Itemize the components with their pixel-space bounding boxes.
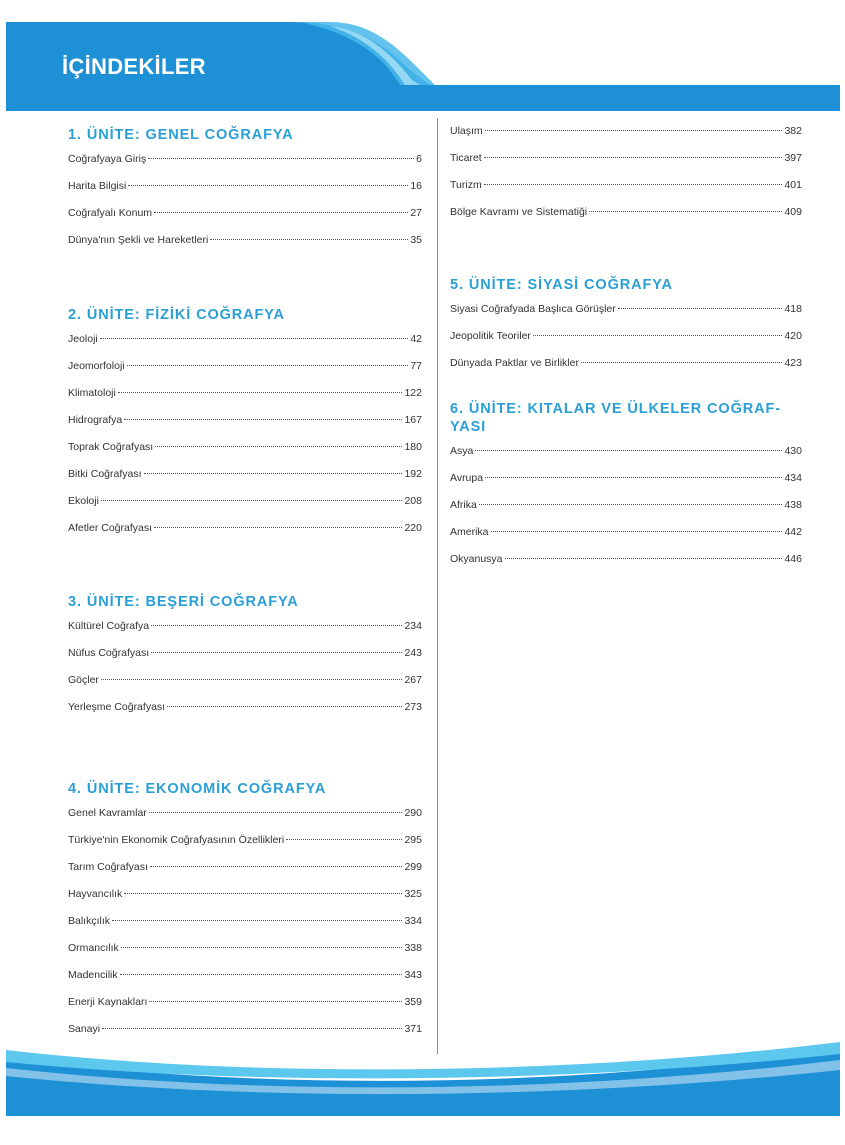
toc-entry[interactable] [68,234,422,261]
toc-entry-page: 442 [784,526,802,538]
toc-entry[interactable] [68,861,422,888]
toc-entry-label: Turizm [450,179,482,191]
dot-leader [484,157,783,158]
toc-entry[interactable] [450,330,802,357]
dot-leader [485,130,783,131]
toc-entry-label: Asya [450,445,474,457]
dot-leader [101,500,403,501]
toc-entry-label: Afrika [450,499,477,511]
toc-list [450,125,802,233]
toc-entry[interactable] [450,499,802,526]
toc-entry-page: 208 [404,495,422,507]
toc-entry-page: 382 [784,125,802,137]
dot-leader [150,866,403,867]
toc-entry-page: 418 [784,303,802,315]
toc-entry-label: Ormancılık [68,942,119,954]
toc-entry[interactable] [68,888,422,915]
dot-leader [112,920,402,921]
unit-section-3 [68,593,422,728]
toc-entry-page: 180 [404,441,422,453]
toc-entry-page: 434 [784,472,802,484]
toc-entry-page: 220 [404,522,422,534]
toc-entry-page: 234 [404,620,422,632]
toc-entry-label: Genel Kavramlar [68,807,147,819]
toc-entry-page: 325 [404,888,422,900]
toc-entry-page: 6 [416,153,422,165]
toc-entry-label: Afetler Coğrafyası [68,522,153,534]
toc-entry[interactable] [68,701,422,728]
toc-entry-label: Okyanusya [450,553,503,565]
toc-entry-label: Avrupa [450,472,484,484]
dot-leader [128,185,408,186]
toc-entry-page: 27 [410,207,422,219]
toc-entry-label: Siyasi Coğrafyada Başlıca Görüşler [450,303,616,315]
toc-entry-page: 334 [404,915,422,927]
toc-entry[interactable] [68,969,422,996]
toc-entry[interactable] [68,647,422,674]
toc-entry-page: 122 [404,387,422,399]
unit-title: 3. ÜNİTE: BEŞERİ COĞRAFYA [68,594,299,610]
toc-entry[interactable] [68,387,422,414]
toc-entry-page: 295 [404,834,422,846]
header-banner [0,0,845,120]
unit-title: 5. ÜNİTE: SİYASİ COĞRAFYA [450,277,673,293]
toc-list [68,333,422,549]
toc-entry-page: 35 [410,234,422,246]
dot-leader [491,531,783,532]
toc-entry-label: Jeoloji [68,333,98,345]
dot-leader [118,392,403,393]
toc-entry-label: Göçler [68,674,99,686]
dot-leader [101,679,403,680]
toc-entry-page: 359 [404,996,422,1008]
toc-entry-label: Klimatoloji [68,387,116,399]
toc-entry-label: Coğrafyaya Giriş [68,153,147,165]
toc-entry-page: 290 [404,807,422,819]
toc-entry[interactable] [450,526,802,553]
dot-leader [154,212,408,213]
toc-entry-page: 423 [784,357,802,369]
footer-wave-banner [0,1040,845,1140]
unit-section-4-continued [450,125,802,233]
footer-wave-graphic [0,1040,845,1140]
toc-entry[interactable] [68,441,422,468]
dot-leader [120,974,403,975]
toc-entry-label: Kültürel Coğrafya [68,620,150,632]
toc-entry-label: Toprak Coğrafyası [68,441,154,453]
toc-entry-label: Tarım Coğrafyası [68,861,148,873]
toc-entry-page: 77 [410,360,422,372]
dot-leader [124,419,402,420]
unit-section-6 [450,400,802,580]
toc-entry-page: 401 [784,179,802,191]
toc-entry-label: Nüfus Coğrafyası [68,647,150,659]
toc-list [68,807,422,1050]
toc-entry-label: Yerleşme Coğrafyası [68,701,166,713]
toc-entry-label: Ticaret [450,152,482,164]
toc-entry[interactable] [450,303,802,330]
toc-entry[interactable] [450,357,802,384]
dot-leader [151,652,402,653]
toc-entry[interactable] [68,674,422,701]
unit-section-4 [68,780,422,1050]
toc-entry-label: Bitki Coğrafyası [68,468,142,480]
toc-entry[interactable] [68,522,422,549]
toc-entry-page: 42 [410,333,422,345]
toc-entry[interactable] [68,153,422,180]
dot-leader [167,706,402,707]
toc-entry[interactable] [68,333,422,360]
toc-entry[interactable] [68,180,422,207]
toc-entry[interactable] [450,125,802,152]
toc-entry-page: 167 [404,414,422,426]
dot-leader [124,893,402,894]
toc-entry-page: 267 [404,674,422,686]
toc-entry-label: Ulaşım [450,125,483,137]
toc-entry[interactable] [68,807,422,834]
toc-entry-label: Ekoloji [68,495,99,507]
toc-entry[interactable] [68,495,422,522]
toc-entry[interactable] [68,468,422,495]
toc-entry[interactable] [450,179,802,206]
toc-list [68,153,422,261]
dot-leader [121,947,403,948]
toc-entry-page: 338 [404,942,422,954]
toc-entry[interactable] [68,360,422,387]
toc-entry-label: Jeomorfoloji [68,360,125,372]
toc-entry[interactable] [450,206,802,233]
unit-section-2 [68,306,422,549]
toc-entry[interactable] [68,620,422,647]
toc-entry[interactable] [68,414,422,441]
toc-entry-label: Hayvancılık [68,888,123,900]
toc-list [450,445,802,580]
dot-leader [151,625,402,626]
toc-entry[interactable] [450,445,802,472]
dot-leader [505,558,783,559]
toc-list [68,620,422,728]
toc-entry-page: 273 [404,701,422,713]
toc-entry-label: Balıkçılık [68,915,111,927]
toc-entry[interactable] [450,152,802,179]
toc-entry-page: 430 [784,445,802,457]
toc-entry-label: Enerji Kaynakları [68,996,148,1008]
column-divider [437,118,438,1054]
page-title: İÇİNDEKİLER [62,54,206,79]
toc-entry-page: 397 [784,152,802,164]
toc-entry[interactable] [68,915,422,942]
dot-leader [127,365,409,366]
toc-entry-page: 371 [404,1023,422,1035]
toc-entry-label: Bölge Kavramı ve Sistematiği [450,206,588,218]
toc-entry-label: Dünyada Paktlar ve Birlikler [450,357,579,369]
toc-entry[interactable] [68,207,422,234]
toc-entry-page: 299 [404,861,422,873]
unit-title: 1. ÜNİTE: GENEL COĞRAFYA [68,127,294,143]
dot-leader [100,338,409,339]
dot-leader [149,812,403,813]
toc-entry-label: Harita Bilgisi [68,180,127,192]
dot-leader [589,211,782,212]
dot-leader [618,308,783,309]
toc-entry-label: Coğrafyalı Konum [68,207,153,219]
dot-leader [102,1028,402,1029]
dot-leader [581,362,783,363]
dot-leader [144,473,403,474]
dot-leader [475,450,782,451]
unit-section-5 [450,276,802,384]
toc-entry-label: Türkiye'nin Ekonomik Coğrafyasının Özellikleri [68,834,285,846]
toc-list [450,303,802,384]
toc-entry[interactable] [68,942,422,969]
dot-leader [155,446,402,447]
dot-leader [485,477,782,478]
unit-title: 4. ÜNİTE: EKONOMİK COĞRAFYA [68,781,327,797]
toc-entry-label: Dünya'nın Şekli ve Hareketleri [68,234,209,246]
toc-entry[interactable] [68,834,422,861]
toc-entry-page: 409 [784,206,802,218]
toc-entry[interactable] [450,472,802,499]
toc-entry-label: Sanayi [68,1023,101,1035]
dot-leader [148,158,414,159]
dot-leader [286,839,402,840]
dot-leader [533,335,783,336]
dot-leader [149,1001,402,1002]
toc-entry[interactable] [450,553,802,580]
toc-entry-label: Madencilik [68,969,118,981]
toc-entry-page: 243 [404,647,422,659]
dot-leader [484,184,783,185]
dot-leader [479,504,783,505]
unit-title: 2. ÜNİTE: FİZİKİ COĞRAFYA [68,307,285,323]
toc-entry-page: 343 [404,969,422,981]
toc-entry-label: Hidrografya [68,414,123,426]
toc-entry-label: Jeopolitik Teoriler [450,330,531,342]
dot-leader [154,527,402,528]
toc-entry-page: 446 [784,553,802,565]
toc-entry-label: Amerika [450,526,489,538]
dot-leader [210,239,408,240]
unit-section-1 [68,126,422,261]
toc-entry[interactable] [68,996,422,1023]
toc-entry-page: 16 [410,180,422,192]
toc-entry-page: 438 [784,499,802,511]
unit-title: 6. ÜNİTE: KITALAR VE ÜLKELER COĞRAF-YASI [450,401,781,435]
toc-entry-page: 192 [404,468,422,480]
toc-entry-page: 420 [784,330,802,342]
